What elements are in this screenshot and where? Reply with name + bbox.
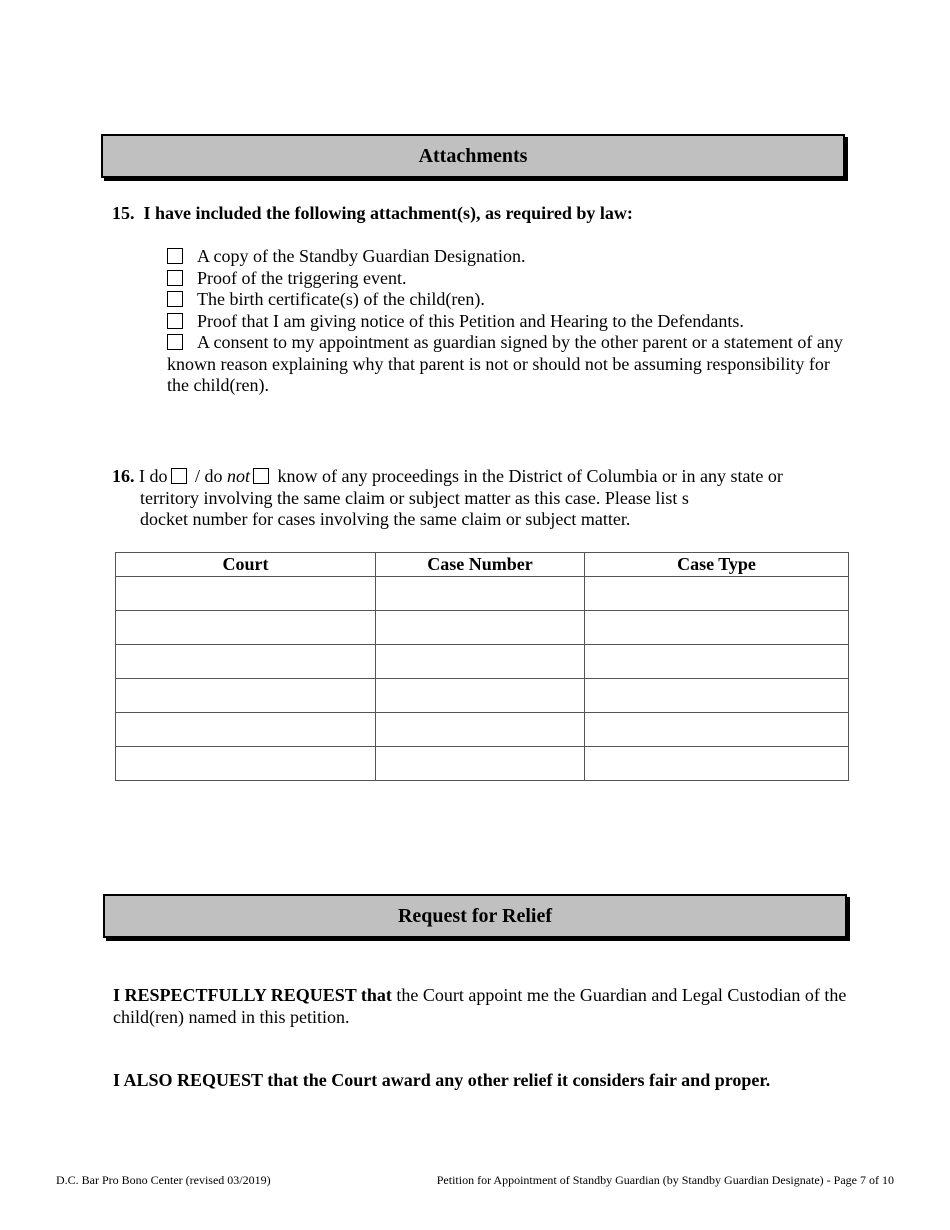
attachment-label: Proof that I am giving notice of this Petition and Hearing to the Defendants. xyxy=(197,310,744,331)
table-row xyxy=(116,645,849,679)
case-number-cell[interactable] xyxy=(376,679,585,713)
relief-also-request: I ALSO REQUEST that the Court award any other relief it considers fair and proper. xyxy=(113,1070,771,1090)
do-label: I do xyxy=(139,466,168,486)
case-number-cell[interactable] xyxy=(376,747,585,781)
question-16-line-3: docket number for cases involving the same claim or subject matter. xyxy=(140,509,631,529)
case-type-cell[interactable] xyxy=(585,679,849,713)
court-cell[interactable] xyxy=(116,679,376,713)
attachment-list xyxy=(167,246,847,397)
question-16-line-1-text: know of any proceedings in the District of Columbia or in any state or xyxy=(277,466,783,486)
attachment-checkbox[interactable] xyxy=(167,313,183,329)
attachment-item xyxy=(167,246,847,268)
table-row xyxy=(116,713,849,747)
case-type-cell[interactable] xyxy=(585,577,849,611)
attachment-label: Proof of the triggering event. xyxy=(197,267,407,288)
court-cell[interactable] xyxy=(116,645,376,679)
attachment-item xyxy=(167,311,847,333)
question-16 xyxy=(112,466,832,531)
cases-table xyxy=(115,552,849,781)
table-row xyxy=(116,611,849,645)
column-header-case-type: Case Type xyxy=(585,553,849,577)
attachments-heading xyxy=(101,134,845,178)
case-number-cell[interactable] xyxy=(376,577,585,611)
footer-right: Petition for Appointment of Standby Guardian (by Standby Guardian Designate) - Page 7 of 10 xyxy=(436,1173,894,1187)
do-checkbox[interactable] xyxy=(171,468,187,484)
question-15-text: I have included the following attachment(s), as required by law: xyxy=(143,203,633,223)
case-number-cell[interactable] xyxy=(376,645,585,679)
case-type-cell[interactable] xyxy=(585,747,849,781)
column-header-court: Court xyxy=(116,553,376,577)
court-cell[interactable] xyxy=(116,713,376,747)
question-15-number: 15. xyxy=(112,203,135,223)
do-not-checkbox[interactable] xyxy=(253,468,269,484)
case-number-cell[interactable] xyxy=(376,713,585,747)
not-label: not xyxy=(227,466,251,486)
relief-request-text: the Court appoint me the Guardian and Legal Custodian of the child(ren) named in this petition. xyxy=(113,985,847,1027)
table-row xyxy=(116,679,849,713)
attachment-checkbox[interactable] xyxy=(167,291,183,307)
table-row xyxy=(116,747,849,781)
attachment-item xyxy=(167,289,847,311)
question-16-number: 16. xyxy=(112,466,135,486)
question-16-line-1 xyxy=(112,466,832,488)
relief-heading-text: Request for Relief xyxy=(397,904,553,927)
attachment-label: A consent to my appointment as guardian signed by the other parent or a statement of any known reason explaining why that parent is not or should not be assuming responsibility for the child(ren). xyxy=(167,332,843,395)
table-row xyxy=(116,577,849,611)
do-not-separator: / do xyxy=(195,466,223,486)
relief-heading xyxy=(103,894,847,938)
relief-request-bold: I RESPECTFULLY REQUEST that xyxy=(113,985,392,1005)
relief-request-paragraph xyxy=(113,985,853,1028)
attachment-checkbox[interactable] xyxy=(167,334,183,350)
court-cell[interactable] xyxy=(116,577,376,611)
attachment-item xyxy=(167,268,847,290)
attachment-checkbox[interactable] xyxy=(167,248,183,264)
footer-left: D.C. Bar Pro Bono Center (revised 03/2019) xyxy=(56,1173,271,1187)
attachments-heading-text: Attachments xyxy=(418,144,528,167)
question-16-line-2: territory involving the same claim or subject matter as this case. Please list s xyxy=(140,487,689,508)
attachment-label: A copy of the Standby Guardian Designation. xyxy=(197,246,526,266)
case-number-cell[interactable] xyxy=(376,611,585,645)
case-type-cell[interactable] xyxy=(585,645,849,679)
case-type-cell[interactable] xyxy=(585,713,849,747)
column-header-case-number: Case Number xyxy=(376,553,585,577)
attachment-checkbox[interactable] xyxy=(167,270,183,286)
question-15 xyxy=(112,203,633,224)
attachment-label: The birth certificate(s) of the child(ren). xyxy=(197,289,485,309)
attachment-item xyxy=(167,332,847,397)
court-cell[interactable] xyxy=(116,747,376,781)
table-header-row xyxy=(116,553,849,577)
case-type-cell[interactable] xyxy=(585,611,849,645)
court-cell[interactable] xyxy=(116,611,376,645)
